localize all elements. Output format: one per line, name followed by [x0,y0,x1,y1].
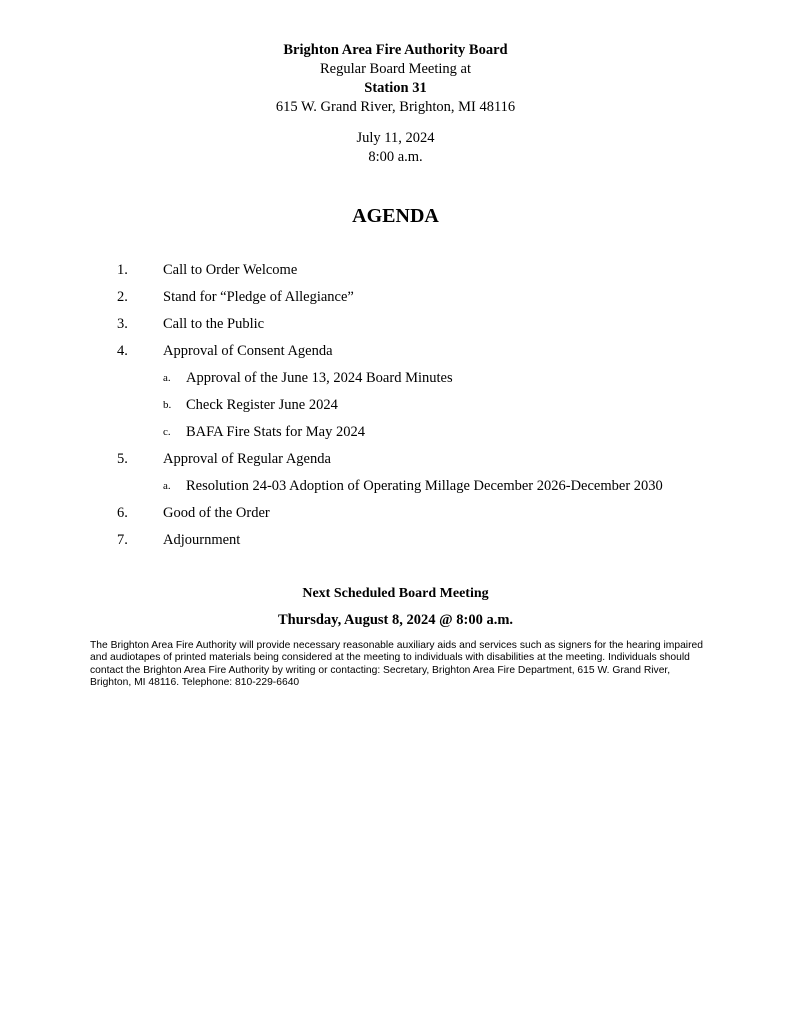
subitem-text: BAFA Fire Stats for May 2024 [186,424,365,440]
next-meeting-date: Thursday, August 8, 2024 @ 8:00 a.m. [277,612,514,628]
item-text: Approval of Consent Agenda [163,343,333,359]
org-name: Brighton Area Fire Authority Board [283,42,508,58]
subitem-letter: c. [163,426,171,438]
item-number: 6. [117,505,128,521]
document-header [0,41,791,167]
item-text: Stand for “Pledge of Allegiance” [163,289,354,305]
next-meeting-title: Next Scheduled Board Meeting [302,586,489,601]
subitem-letter: a. [163,372,171,384]
item-text: Adjournment [163,532,241,548]
accessibility-notice: The Brighton Area Fire Authority will provide necessary reasonable auxiliary aids and services such as signers for the hearing impaired and audiotapes of printed materials being considered at the meeting to individuals with disabilities at the meeting. Individuals should contact the Brighton Area Fire Authority by writing or contacting: Secretary, Brighton Area Fire Department, 615 W. Grand River, Brighton, MI 48116. Telephone: 810-229-6640 [90,640,703,688]
item-number: 7. [117,532,128,548]
item-text: Approval of Regular Agenda [163,451,331,467]
subitem-text: Resolution 24-03 Adoption of Operating Millage December 2026-December 2030 [186,478,663,494]
subitem-text: Check Register June 2024 [186,397,338,413]
item-text: Call to the Public [163,316,265,332]
item-text: Good of the Order [163,505,270,521]
meeting-address: 615 W. Grand River, Brighton, MI 48116 [275,99,516,115]
item-number: 1. [117,262,128,278]
meeting-time: 8:00 a.m. [368,149,423,165]
meeting-location: Station 31 [364,80,427,96]
subitem-text: Approval of the June 13, 2024 Board Minutes [186,370,453,386]
item-number: 4. [117,343,128,359]
item-number: 3. [117,316,128,332]
item-number: 2. [117,289,128,305]
meeting-date: July 11, 2024 [356,130,435,146]
subitem-letter: b. [163,399,172,411]
subitem-letter: a. [163,480,171,492]
item-number: 5. [117,451,128,467]
agenda-title: AGENDA [352,205,439,227]
meeting-type: Regular Board Meeting at [320,61,471,77]
item-text: Call to Order Welcome [163,262,298,278]
